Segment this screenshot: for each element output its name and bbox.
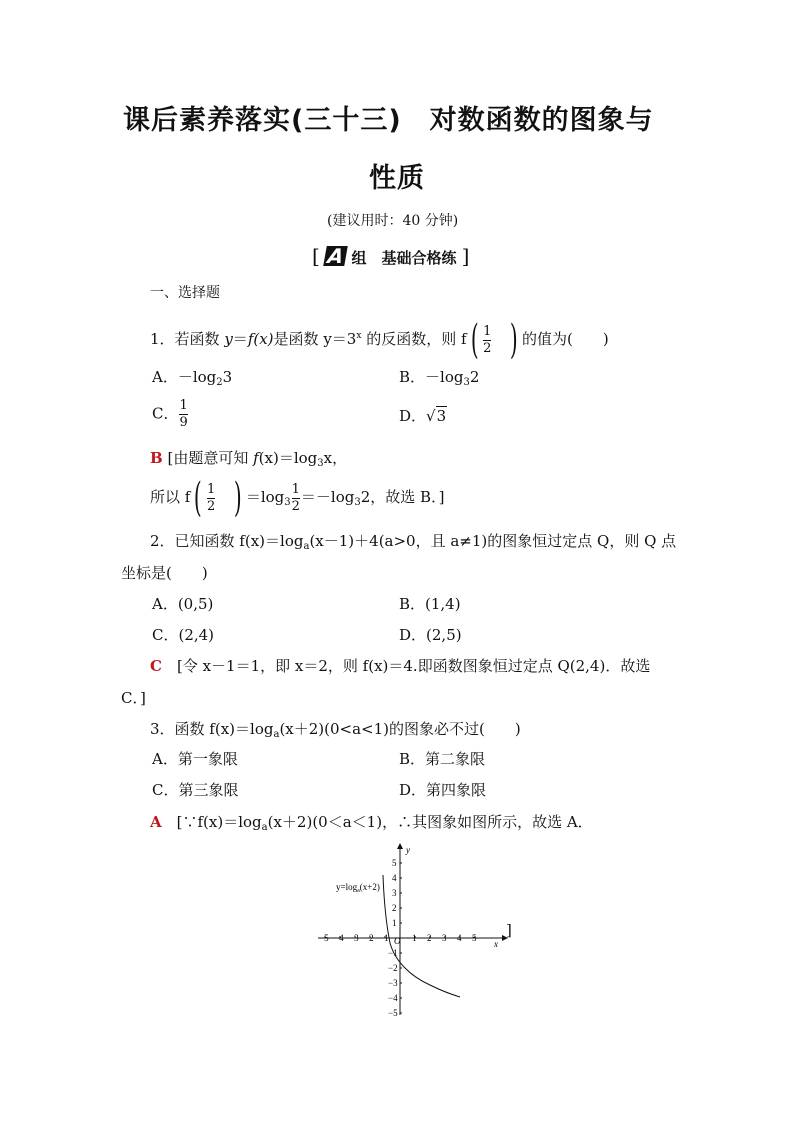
q3-option-c: C．第三象限 — [152, 781, 239, 799]
q1-option-d: D．√3 — [399, 407, 447, 425]
q3-stem: 3．函数 $f(x)=\log_a(x+2)(0<a<1)$的图象必不过( ) — [150, 720, 521, 740]
section-heading: 一、选择题 — [150, 285, 220, 301]
q3-option-b: B．第二象限 — [399, 750, 486, 768]
q1-option-c: C． $\frac{1}{9}$ — [152, 398, 188, 430]
q2-option-d: D．(2,5) — [399, 626, 462, 644]
x-tick-label: −1 — [379, 933, 389, 943]
group-close-bracket: ] — [461, 244, 470, 268]
y-tick-label: −4 — [388, 993, 398, 1003]
q3-solution: A [$\because f(x)=\log_a(x+2)(0<a<1)$，∴其图象如图所示，故选 A． — [150, 813, 593, 833]
curve-label: $y=\log_a(x+2)$ — [336, 882, 380, 894]
y-tick-label: 5 — [392, 858, 397, 868]
page-title-line1: 课后素养落实(三十三) 对数函数的图象与 — [123, 105, 654, 136]
x-tick-label: −3 — [349, 933, 359, 943]
group-header — [312, 244, 469, 268]
group-open-bracket: [ — [312, 244, 320, 268]
origin-label: O — [394, 936, 401, 946]
x-tick-label: 1 — [412, 933, 417, 943]
group-label: 组 基础合格练 — [351, 249, 457, 267]
y-tick-label: 4 — [392, 873, 397, 883]
q1-answer: B — [150, 449, 163, 467]
x-tick-label: 5 — [472, 933, 477, 943]
q3-answer: A — [150, 813, 162, 831]
q3-option-d: D．第四象限 — [399, 781, 487, 799]
q1-solution-line2: 所以 f( $\frac{1}{2}$ ) $=\log_3$ $\frac{1}{2}$ $=-\log_32$，故选 B．] — [150, 475, 445, 521]
group-letter: A — [323, 246, 348, 266]
q2-solution-line2: C．] — [121, 689, 146, 707]
x-tick-label: 2 — [427, 933, 432, 943]
q3-option-a: A．第一象限 — [152, 750, 238, 768]
time-note: (建议用时：40 分钟) — [327, 213, 459, 229]
x-axis-label: x — [494, 939, 498, 949]
x-tick-label: 4 — [457, 933, 462, 943]
log-function-graph — [310, 843, 530, 1023]
x-tick-label: 3 — [442, 933, 447, 943]
y-axis-label: y — [406, 845, 410, 855]
q3-solution-close: ] — [506, 921, 512, 939]
y-tick-label: 3 — [392, 888, 397, 898]
y-tick-label: −3 — [388, 978, 398, 988]
q1-solution-line1: B [由题意可知 $f(x)=\log_3x$， — [150, 449, 348, 469]
q2-answer: C — [150, 657, 162, 675]
x-tick-label: −4 — [334, 933, 344, 943]
q2-option-b: B．(1,4) — [399, 595, 461, 613]
q1-stem: 1．若函数 y＝f(x)是函数 $y=3^x$ 的反函数，则 f( $\frac{1}{2}$ ) 的值为( ) — [150, 317, 609, 363]
y-tick-label: −5 — [388, 1008, 398, 1018]
q2-stem-line2: 坐标是( ) — [121, 564, 208, 582]
y-tick-label: 2 — [392, 903, 397, 913]
x-tick-label: −2 — [364, 933, 374, 943]
page-title-line2: 性质 — [369, 163, 425, 194]
q1-fraction: $\frac{1}{2}$ — [483, 323, 492, 356]
q2-stem-line1: 2．已知函数 $f(x)=\log_a(x-1)+4(a>0$，且 a≠1)的图象恒过定点 Q，则 Q 点 — [150, 532, 677, 552]
q2-solution-line1: C [令 x－1＝1，即 x＝2，则 f(x)＝4.即函数图象恒过定点 Q(2,4)．故选 — [150, 657, 651, 675]
q1-option-b: B．$-\log_32$ — [399, 368, 480, 388]
y-tick-label: −2 — [388, 963, 398, 973]
x-tick-label: −5 — [319, 933, 329, 943]
y-tick-label: 1 — [392, 918, 397, 928]
y-tick-label: −1 — [388, 948, 398, 958]
q1-option-a: A．$-\log_23$ — [152, 368, 233, 388]
q2-option-c: C．(2,4) — [152, 626, 215, 644]
q2-option-a: A．(0,5) — [152, 595, 214, 613]
